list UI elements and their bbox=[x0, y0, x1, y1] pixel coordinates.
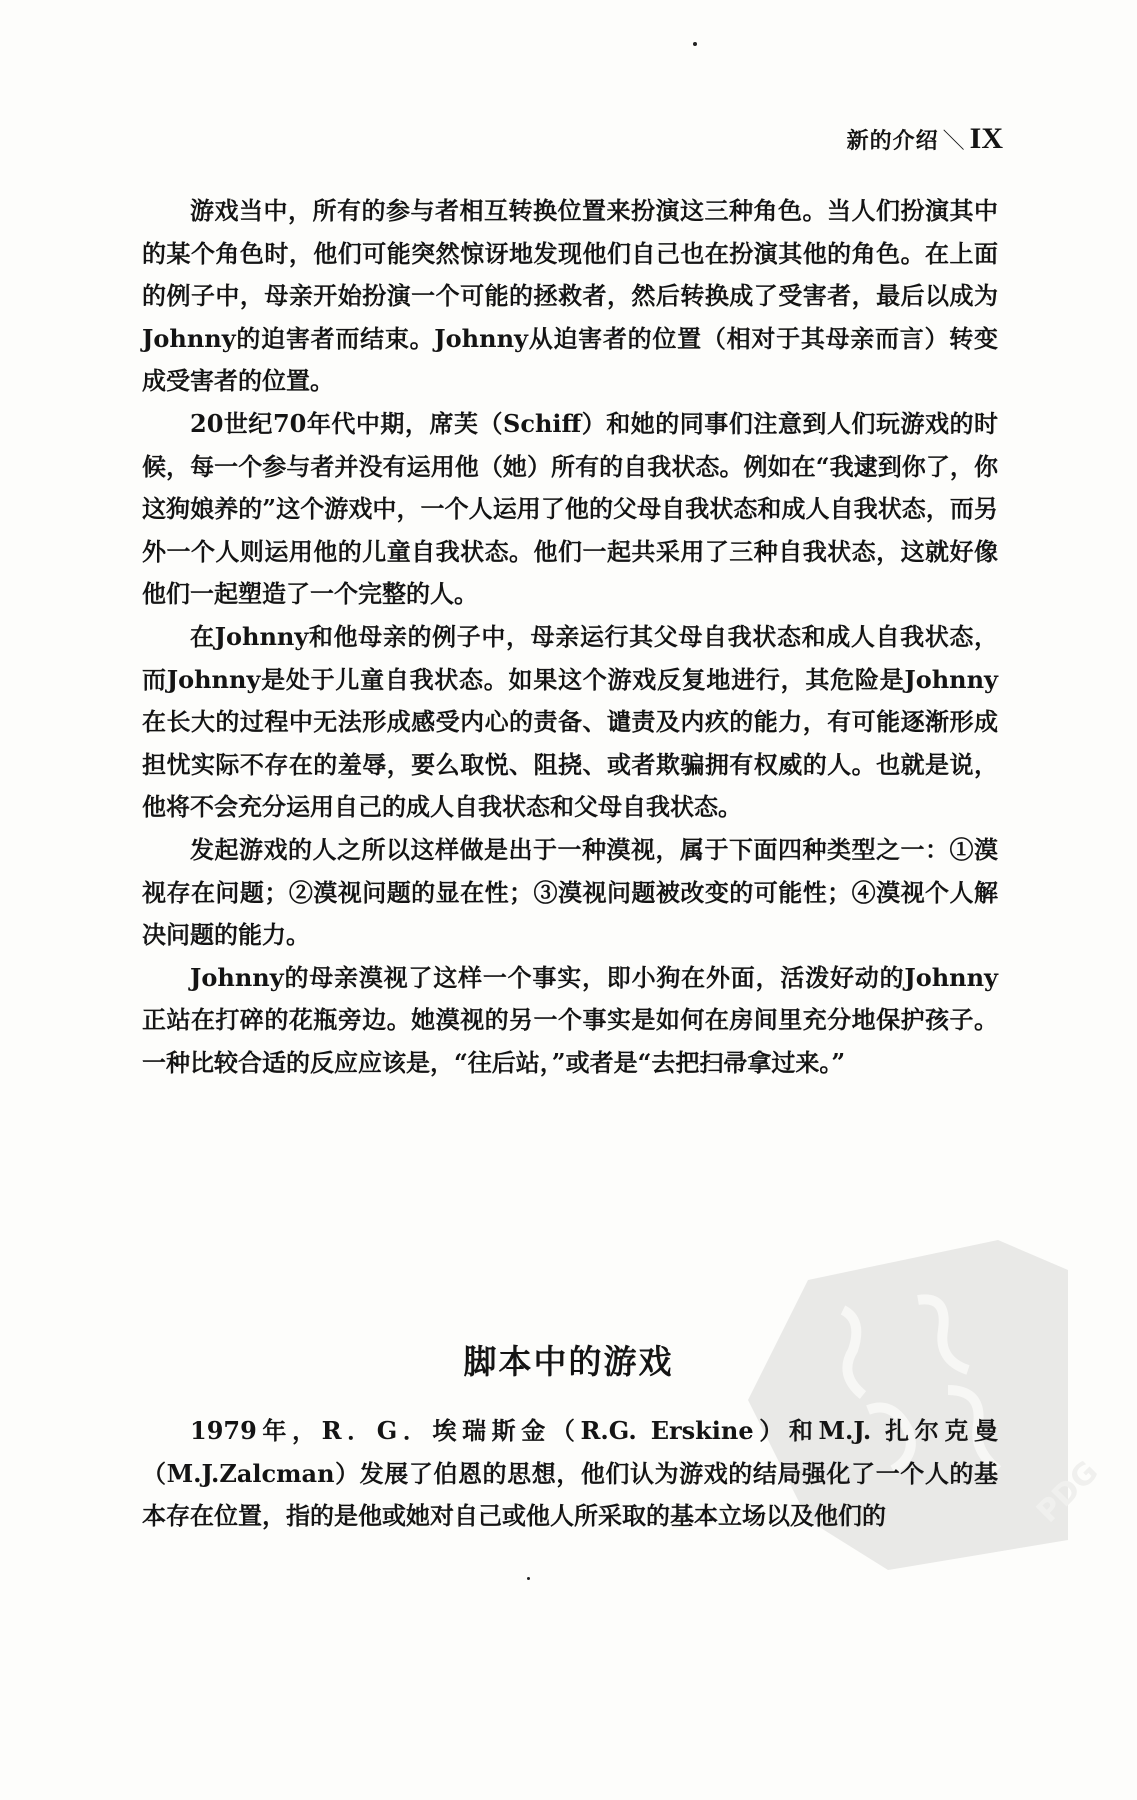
paragraph: Johnny的母亲漠视了这样一个事实，即小狗在外面，活泼好动的Johnny正站在打碎的花瓶旁边。她漠视的另一个事实是如何在房间里充分地保护孩子。一种比较合适的反应应该是，“往后站，”或者是“去把扫帚拿过来。” bbox=[142, 962, 998, 1077]
paragraph: 游戏当中，所有的参与者相互转换位置来扮演这三种角色。当人们扮演其中的某个角色时，他们可能突然惊讶地发现他们自己也在扮演其他的角色。在上面的例子中，母亲开始扮演一个可能的拯救者，然后转换成了受害者，最后以成为Johnny的迫害者而结束。Johnny从迫害者的位置（相对于其母亲而言）转变成受害者的位置。 bbox=[142, 196, 998, 396]
section-body-text bbox=[142, 1410, 998, 1538]
paragraph: 在Johnny和他母亲的例子中，母亲运行其父母自我状态和成人自我状态，而Johnny是处于儿童自我状态。如果这个游戏反复地进行，其危险是Johnny在长大的过程中无法形成感受内心的责备、谴责及内疚的能力，有可能逐渐形成担忧实际不存在的羞辱，要么取悦、阻挠、或者欺骗拥有权威的人。也就是说，他将不会充分运用自己的成人自我状态和父母自我状态。 bbox=[142, 621, 998, 822]
print-speck-bottom bbox=[527, 1577, 530, 1580]
print-speck-top bbox=[693, 42, 697, 46]
paragraph: 1979年，R．G．埃瑞斯金（R.G. Erskine）和M.J. 扎尔克曼（M.J.Zalcman）发展了伯恩的思想，他们认为游戏的结局强化了一个人的基本存在位置，指的是他或她对自己或他人所采取的基本立场以及他们的 bbox=[142, 1416, 998, 1531]
page-number: IX bbox=[969, 122, 1003, 155]
paragraph: 发起游戏的人之所以这样做是出于一种漠视，属于下面四种类型之一：①漠视存在问题；②漠视问题的显在性；③漠视问题被改变的可能性；④漠视个人解决问题的能力。 bbox=[142, 834, 998, 950]
body-text bbox=[142, 190, 998, 1084]
running-head-section: 新的介绍 bbox=[846, 128, 939, 154]
watermark-text: PDG bbox=[1030, 1454, 1106, 1530]
running-head bbox=[847, 122, 1003, 156]
section-title: 脚本中的游戏 bbox=[463, 1342, 674, 1381]
running-head-separator: ＼ bbox=[942, 129, 966, 154]
paragraph: 20世纪70年代中期，席芙（Schiff）和她的同事们注意到人们玩游戏的时候，每一个参与者并没有运用他（她）所有的自我状态。例如在“我逮到你了，你这狗娘养的”这个游戏中，一个人运用了他的父母自我状态和成人自我状态，而另外一个人则运用他的儿童自我状态。他们一起共采用了三种自我状态，这就好像他们一起塑造了一个完整的人。 bbox=[142, 408, 998, 609]
